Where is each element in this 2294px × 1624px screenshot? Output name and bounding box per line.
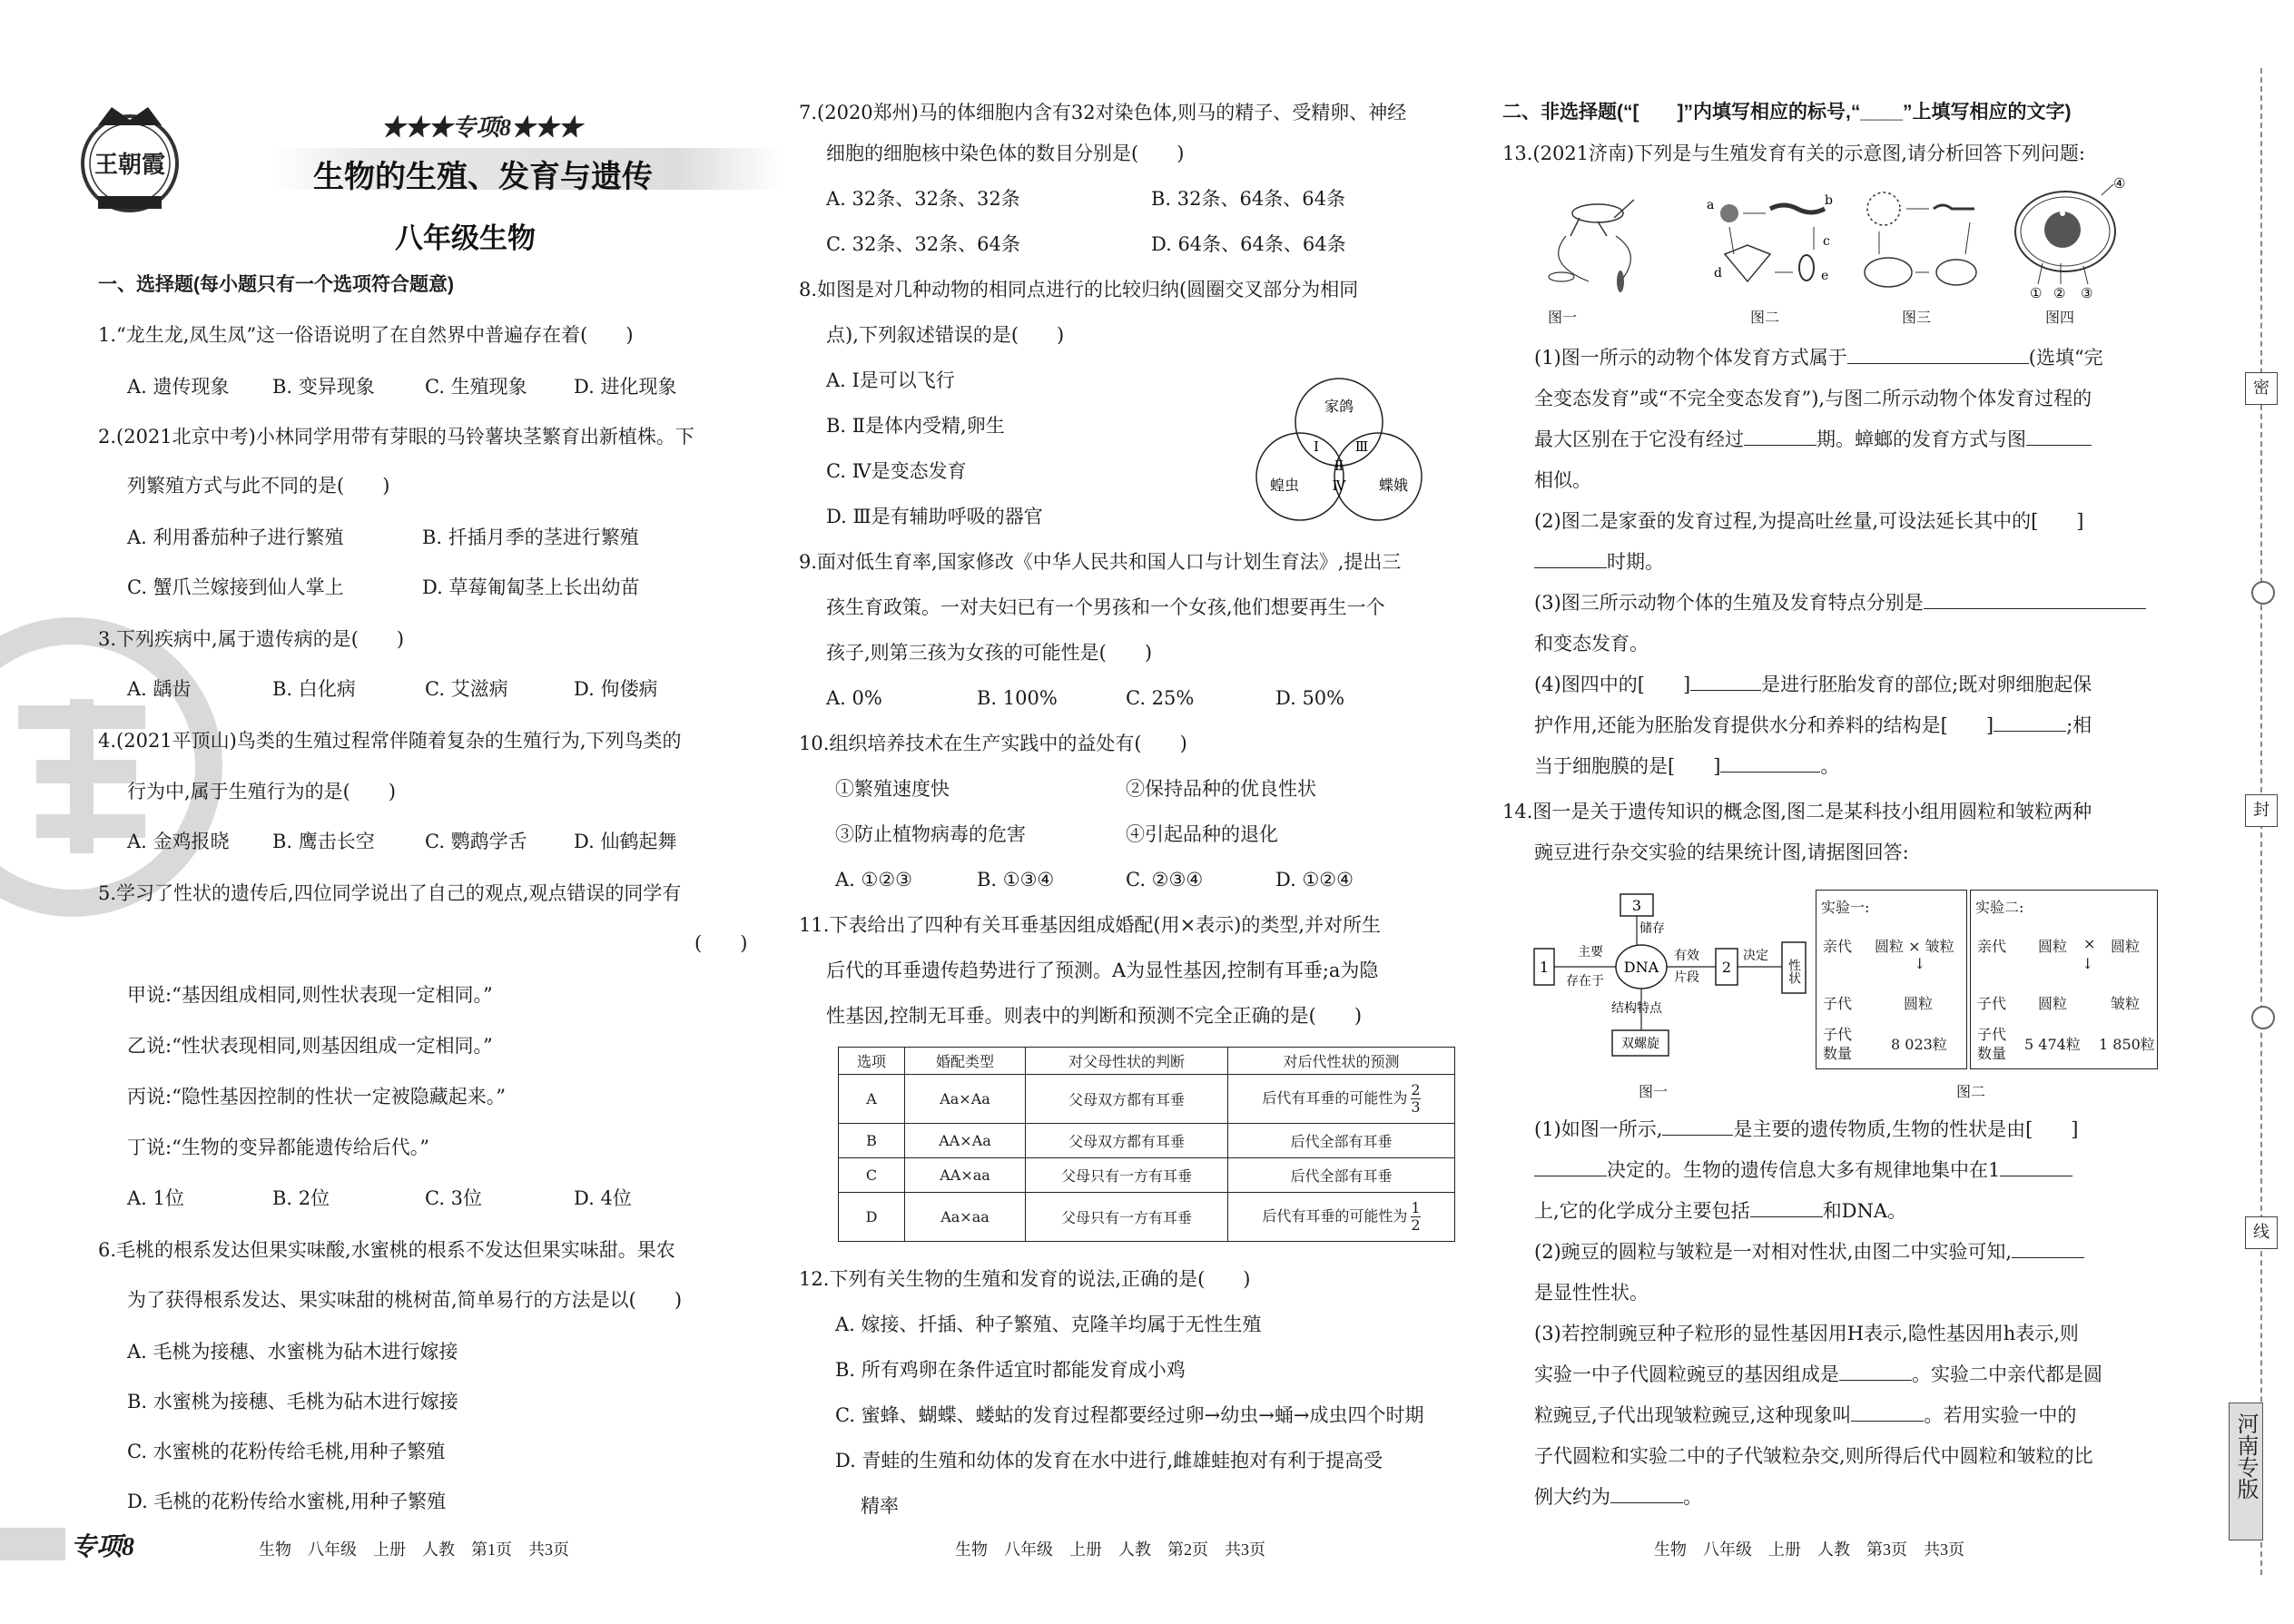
q6-stem-2: 为了获得根系发达、果实味甜的桃树苗,简单易行的方法是以( ) xyxy=(127,1289,683,1311)
q14-p3-line3: 粒豌豆,子代出现皱粒豌豆,这种现象叫 。若用实验一中的 xyxy=(1534,1404,2077,1426)
q9-option-d: D. 50% xyxy=(1275,687,1345,709)
concept-decide: 决定 xyxy=(1743,949,1768,963)
exp1-title: 实验一: xyxy=(1821,899,1870,916)
q10-option-b: B. ①③④ xyxy=(977,869,1055,891)
q14-p1-line2: 决定的。生物的遗传信息大多有规律地集中在1 xyxy=(1534,1157,2072,1183)
q1-option-a: A. 遗传现象 xyxy=(127,376,230,398)
seal-tab-2: 封 xyxy=(2245,794,2278,827)
q13-fig-1-label: 图一 xyxy=(1548,309,1578,326)
q11-header-offspring: 对后代性状的预测 xyxy=(1228,1048,1455,1075)
answer-blank[interactable] xyxy=(1744,445,1816,446)
table-cell: Aa×aa xyxy=(905,1193,1026,1242)
q10-option-a: A. ①②③ xyxy=(835,869,912,891)
venn-region-1: Ⅰ xyxy=(1314,438,1319,455)
region-tab xyxy=(2229,1403,2263,1540)
fig2-letter-c: c xyxy=(1823,234,1830,249)
q13-figure-2-silkworm-cycle xyxy=(1698,182,1834,300)
q14-fig-1-label: 图一 xyxy=(1639,1083,1669,1100)
exp2-x: × xyxy=(2083,935,2096,952)
q8-option-d: D. Ⅲ是有辅助呼吸的器官 xyxy=(826,506,1043,527)
q13-p4-line3: 当于细胞膜的是[ ] 。 xyxy=(1534,755,1840,777)
exp1-count-val: 8 023粒 xyxy=(1891,1036,1947,1053)
venn-region-4: Ⅳ xyxy=(1332,477,1346,494)
exp2-v1: 5 474粒 xyxy=(2024,1036,2081,1053)
q14-p3-line5: 例大约为 。 xyxy=(1534,1486,1702,1508)
fig2-letter-d: d xyxy=(1714,266,1722,281)
q5-option-c: C. 3位 xyxy=(425,1187,483,1209)
q8-option-a: A. Ⅰ是可以飞行 xyxy=(826,369,955,391)
q7-option-d: D. 64条、64条、64条 xyxy=(1151,233,1346,255)
table-cell: 后代全部有耳垂 xyxy=(1228,1124,1455,1158)
answer-blank[interactable] xyxy=(1839,1380,1912,1381)
q14-p3-line4: 子代圆粒和实验二中的子代皱粒杂交,则所得后代中圆粒和皱粒的比 xyxy=(1534,1445,2093,1467)
q7-stem-2: 细胞的细胞核中染色体的数目分别是( ) xyxy=(826,143,1185,164)
prediction-text: 后代有耳垂的可能性为 xyxy=(1262,1207,1408,1225)
footer-page-2: 生物 八年级 上册 人教 第2页 共3页 xyxy=(955,1540,1265,1559)
fraction-numerator: 1 xyxy=(1411,1199,1421,1216)
q12-option-d-cont: 精率 xyxy=(861,1495,899,1517)
table-cell: 后代全部有耳垂 xyxy=(1228,1158,1455,1193)
q9-option-a: A. 0% xyxy=(826,687,882,709)
q3-stem: 3.下列疾病中,属于遗传病的是( ) xyxy=(98,628,405,650)
q6-option-d: D. 毛桃的花粉传给水蜜桃,用种子繁殖 xyxy=(127,1491,447,1512)
q3-option-d: D. 佝偻病 xyxy=(574,678,658,700)
q5-line-3: 丙说:“隐性基因控制的性状一定被隐藏起来。” xyxy=(127,1086,507,1107)
fig4-num-4: ④ xyxy=(2113,177,2126,192)
answer-blank[interactable] xyxy=(1994,731,2066,732)
seal-circle-icon xyxy=(2251,581,2275,605)
answer-blank[interactable] xyxy=(1851,1421,1924,1422)
q13-p4-line2: 护作用,还能为胚胎发育提供水分和养料的结构是[ ] ;相 xyxy=(1534,714,2092,736)
fraction-numerator: 2 xyxy=(1411,1081,1421,1098)
fig4-num-3: ③ xyxy=(2081,285,2093,300)
q13-figure-1-grasshopper-cycle xyxy=(1534,182,1652,300)
exp1-parent: 亲代 xyxy=(1823,938,1853,955)
q10-item-1: ①繁殖速度快 xyxy=(835,778,950,800)
q11-table xyxy=(838,1047,1455,1242)
q14-concept-map xyxy=(1525,885,1816,1076)
fraction-denominator: 2 xyxy=(1411,1216,1421,1234)
table-cell: 父母只有一方有耳垂 xyxy=(1026,1158,1228,1193)
q12-option-a: A. 嫁接、扦插、种子繁殖、克隆羊均属于无性生殖 xyxy=(835,1314,1262,1335)
table-cell: 父母只有一方有耳垂 xyxy=(1026,1193,1228,1242)
table-row xyxy=(839,1158,1455,1193)
fig2-letter-a: a xyxy=(1707,198,1715,212)
fig2-letter-b: b xyxy=(1825,193,1833,208)
q9-stem-2: 孩生育政策。一对夫妇已有一个男孩和一个女孩,他们想要再生一个 xyxy=(826,596,1385,618)
table-row xyxy=(839,1124,1455,1158)
q13-p3-line1: (3)图三所示动物个体的生殖及发育特点分别是 xyxy=(1534,590,2146,615)
q5-line-4: 丁说:“生物的变异都能遗传给后代。” xyxy=(127,1137,430,1158)
exp1-child-val: 圆粒 xyxy=(1904,995,1934,1012)
q8-option-c: C. Ⅳ是变态发育 xyxy=(826,460,967,482)
answer-blank[interactable] xyxy=(2026,445,2092,446)
exp1-child: 子代 xyxy=(1823,995,1853,1012)
q10-option-d: D. ①②④ xyxy=(1275,869,1354,891)
answer-blank[interactable] xyxy=(1847,363,2029,364)
q14-stem-2: 豌豆进行杂交实验的结果统计图,请据图回答: xyxy=(1534,842,1909,863)
q13-p1-line1: (1)图一所示的动物个体发育方式属于 (选填“完 xyxy=(1534,347,2103,369)
q9-option-c: C. 25% xyxy=(1126,687,1195,709)
q2-stem-2: 列繁殖方式与此不同的是( ) xyxy=(127,475,390,497)
exp2-arrow: ↓ xyxy=(2082,955,2094,972)
table-cell: 父母双方都有耳垂 xyxy=(1026,1124,1228,1158)
q10-option-c: C. ②③④ xyxy=(1126,869,1204,891)
seal-circle-icon xyxy=(2251,1006,2275,1029)
table-cell xyxy=(1228,1075,1455,1124)
q10-item-4: ④引起品种的退化 xyxy=(1126,823,1278,845)
logo-badge-icon xyxy=(71,102,189,220)
table-cell: 父母双方都有耳垂 xyxy=(1026,1075,1228,1124)
answer-blank[interactable] xyxy=(1750,1216,1823,1217)
answer-blank[interactable] xyxy=(1662,1135,1733,1136)
q14-p2-line2: 是显性性状。 xyxy=(1534,1282,1649,1304)
footer-page-1: 生物 八年级 上册 人教 第1页 共3页 xyxy=(259,1540,569,1559)
q3-option-b: B. 白化病 xyxy=(272,678,356,700)
q13-p2-line1: (2)图二是家蚕的发育过程,为提高吐丝量,可设法延长其中的[ ] xyxy=(1534,510,2084,532)
q11-header-parent: 对父母性状的判断 xyxy=(1026,1048,1228,1075)
seal-tab-1: 密 xyxy=(2245,372,2278,405)
exp1-parent-val: 圆粒 × 皱粒 xyxy=(1875,938,1954,955)
q1-stem: 1.“龙生龙,凤生凤”这一俗语说明了在自然界中普遍存在着( ) xyxy=(98,324,634,346)
venn-region-2: Ⅱ xyxy=(1334,458,1344,474)
q14-p1-line1: (1)如图一所示, 是主要的遗传物质,生物的性状是由[ ] xyxy=(1534,1118,2079,1140)
answer-blank[interactable] xyxy=(1690,690,1761,691)
exp1-count: 子代 xyxy=(1823,1026,1853,1043)
q5-line-2: 乙说:“性状表现相同,则基因组成一定相同。” xyxy=(127,1035,493,1057)
q5-option-d: D. 4位 xyxy=(574,1187,632,1209)
concept-struct: 结构特点 xyxy=(1611,1001,1662,1016)
exp2-c2: 皱粒 xyxy=(2111,995,2141,1012)
q1-option-b: B. 变异现象 xyxy=(272,376,375,398)
q1-option-c: C. 生殖现象 xyxy=(425,376,527,398)
prediction-text: 后代有耳垂的可能性为 xyxy=(1262,1089,1408,1107)
table-cell: D xyxy=(839,1193,905,1242)
q3-option-a: A. 龋齿 xyxy=(127,678,192,700)
concept-dna: DNA xyxy=(1623,959,1659,976)
q13-figure-4-egg-structure xyxy=(2006,177,2133,300)
q7-option-a: A. 32条、32条、32条 xyxy=(826,188,1020,210)
exp2-child: 子代 xyxy=(1977,995,2007,1012)
table-cell: Aa×Aa xyxy=(905,1075,1026,1124)
q4-option-d: D. 仙鹤起舞 xyxy=(574,831,677,852)
fig4-num-1: ① xyxy=(2030,285,2043,300)
q5-line-1: 甲说:“基因组成相同,则性状表现一定相同。” xyxy=(127,984,493,1006)
concept-effect: 有效 xyxy=(1674,949,1699,963)
q11-header-mating: 婚配类型 xyxy=(905,1048,1026,1075)
fraction-denominator: 3 xyxy=(1411,1098,1421,1116)
venn-left-label: 蝗虫 xyxy=(1269,477,1300,494)
concept-store: 储存 xyxy=(1639,921,1665,936)
concept-helix: 双螺旋 xyxy=(1621,1037,1659,1051)
answer-blank[interactable] xyxy=(1610,1502,1683,1503)
exp2-p2: 圆粒 xyxy=(2111,938,2141,955)
q2-stem-1: 2.(2021北京中考)小林同学用带有芽眼的马铃薯块茎繁育出新植株。下 xyxy=(98,426,694,448)
exp2-count: 子代 xyxy=(1977,1026,2007,1043)
q14-p1-line3: 上,它的化学成分主要包括 和DNA。 xyxy=(1534,1200,1907,1222)
q10-stem: 10.组织培养技术在生产实践中的益处有( ) xyxy=(799,733,1187,754)
q2-option-c: C. 蟹爪兰嫁接到仙人掌上 xyxy=(127,576,344,598)
q11-stem-1: 11.下表给出了四种有关耳垂基因组成婚配(用×表示)的类型,并对所生 xyxy=(799,914,1382,936)
q11-stem-3: 性基因,控制无耳垂。则表中的判断和预测不完全正确的是( ) xyxy=(826,1005,1363,1027)
q5-option-a: A. 1位 xyxy=(127,1187,184,1209)
table-cell: AA×Aa xyxy=(905,1124,1026,1158)
region-label: 河南专版 xyxy=(2233,1412,2259,1500)
q7-stem-1: 7.(2020郑州)马的体细胞内含有32对染色体,则马的精子、受精卵、神经 xyxy=(799,102,1407,123)
answer-blank[interactable] xyxy=(1534,567,1607,568)
q4-option-b: B. 鹰击长空 xyxy=(272,831,375,852)
concept-node-3: 3 xyxy=(1631,897,1642,914)
answer-blank[interactable] xyxy=(2012,1257,2084,1258)
q2-option-b: B. 扦插月季的茎进行繁殖 xyxy=(422,527,639,548)
venn-region-3: Ⅲ xyxy=(1354,438,1369,455)
q9-stem-1: 9.面对低生育率,国家修改《中华人民共和国人口与计划生育法》,提出三 xyxy=(799,551,1402,573)
seal-tab-3: 线 xyxy=(2245,1216,2278,1249)
q10-item-3: ③防止植物病毒的危害 xyxy=(835,823,1026,845)
q13-p4-line1: (4)图四中的[ ] 是进行胚胎发育的部位;既对卵细胞起保 xyxy=(1534,674,2092,695)
exp2-c1: 圆粒 xyxy=(2038,995,2068,1012)
footer-tag: 专项8 xyxy=(71,1533,135,1561)
q2-option-d: D. 草莓匍匐茎上长出幼苗 xyxy=(422,576,640,598)
q6-option-c: C. 水蜜桃的花粉传给毛桃,用种子繁殖 xyxy=(127,1441,446,1462)
q14-p3-line2: 实验一中子代圆粒豌豆的基因组成是 。实验二中亲代都是圆 xyxy=(1534,1363,2102,1385)
answer-blank[interactable] xyxy=(1924,608,2146,609)
table-cell: A xyxy=(839,1075,905,1124)
exp2-parent: 亲代 xyxy=(1977,938,2007,955)
q12-stem: 12.下列有关生物的生殖和发育的说法,正确的是( ) xyxy=(799,1268,1251,1290)
q7-option-c: C. 32条、32条、64条 xyxy=(826,233,1020,255)
q4-option-c: C. 鹦鹉学舌 xyxy=(425,831,527,852)
section-1-title: 一、选择题(每小题只有一个选项符合题意) xyxy=(98,274,454,295)
concept-main: 主要 xyxy=(1578,945,1603,960)
concept-node-1: 1 xyxy=(1539,959,1550,976)
q13-fig-2-label: 图二 xyxy=(1750,309,1780,326)
q9-stem-3: 孩子,则第三孩为女孩的可能性是( ) xyxy=(826,642,1153,664)
concept-segment: 片段 xyxy=(1674,970,1699,985)
table-cell: AA×aa xyxy=(905,1158,1026,1193)
exp1-count-2: 数量 xyxy=(1823,1045,1853,1062)
footer-tag-bar xyxy=(0,1528,65,1560)
q11-stem-2: 后代的耳垂遗传趋势进行了预测。A为显性基因,控制有耳垂;a为隐 xyxy=(826,960,1379,981)
q9-option-b: B. 100% xyxy=(977,687,1058,709)
q6-option-b: B. 水蜜桃为接穗、毛桃为砧木进行嫁接 xyxy=(127,1391,458,1412)
q5-stem-1: 5.学习了性状的遗传后,四位同学说出了自己的观点,观点错误的同学有 xyxy=(98,882,682,904)
q13-p1-line3: 最大区别在于它没有经过 期。蟑螂的发育方式与图 xyxy=(1534,427,2092,452)
exp2-count-2: 数量 xyxy=(1977,1045,2007,1062)
q3-option-c: C. 艾滋病 xyxy=(425,678,508,700)
main-title: 生物的生殖、发育与遗传 xyxy=(313,159,653,195)
q10-item-2: ②保持品种的优良性状 xyxy=(1126,778,1316,800)
q13-p1-line4: 相似。 xyxy=(1534,469,1591,491)
concept-node-2: 2 xyxy=(1721,959,1732,976)
q14-stem-1: 14.图一是关于遗传知识的概念图,图二是某科技小组用圆粒和皱粒两种 xyxy=(1502,801,2092,822)
q14-fig-2-label: 图二 xyxy=(1956,1083,1986,1100)
section-2-title: 二、非选择题(“[ ]”内填写相应的标号,“____”上填写相应的文字) xyxy=(1502,102,2072,123)
q13-stem: 13.(2021济南)下列是与生殖发育有关的示意图,请分析回答下列问题: xyxy=(1502,143,2085,164)
watermark-seal-icon xyxy=(0,617,227,917)
q6-stem-1: 6.毛桃的根系发达但果实味酸,水蜜桃的根系不发达但果实味甜。果农 xyxy=(98,1239,675,1261)
q8-stem-1: 8.如图是对几种动物的相同点进行的比较归纳(圆圈交叉部分为相同 xyxy=(799,279,1359,300)
q13-figure-3-frog-cycle xyxy=(1852,182,1988,300)
exp1-arrow: ↓ xyxy=(1914,955,1926,972)
table-cell: C xyxy=(839,1158,905,1193)
q12-option-d: D. 青蛙的生殖和幼体的发育在水中进行,雌雄蛙抱对有利于提高受 xyxy=(835,1450,1383,1471)
table-cell xyxy=(1228,1193,1455,1242)
q4-option-a: A. 金鸡报晓 xyxy=(127,831,230,852)
q4-stem-2: 行为中,属于生殖行为的是( ) xyxy=(127,781,397,802)
q13-p1-line2: 全变态发育”或“不完全变态发育”),与图二所示动物个体发育过程的 xyxy=(1534,388,2092,409)
fig2-letter-e: e xyxy=(1821,269,1829,283)
logo-text: 王朝霞 xyxy=(94,152,166,179)
q5-option-b: B. 2位 xyxy=(272,1187,330,1209)
table-cell: B xyxy=(839,1124,905,1158)
sub-title: 八年级生物 xyxy=(395,222,536,255)
q12-option-b: B. 所有鸡卵在条件适宜时都能发育成小鸡 xyxy=(835,1359,1186,1381)
footer-page-3: 生物 八年级 上册 人教 第3页 共3页 xyxy=(1654,1540,1964,1559)
exp2-v2: 1 850粒 xyxy=(2099,1036,2155,1053)
q14-p3-line1: (3)若控制豌豆种子粒形的显性基因用H表示,隐性基因用h表示,则 xyxy=(1534,1323,2079,1344)
stars-title: ★★★专项8★★★ xyxy=(381,114,583,141)
q14-p2-line1: (2)豌豆的圆粒与皱粒是一对相对性状,由图二中实验可知, xyxy=(1534,1239,2084,1265)
answer-blank[interactable] xyxy=(1720,772,1820,773)
q12-option-c: C. 蜜蜂、蝴蝶、蝼蛄的发育过程都要经过卵→幼虫→蛹→成虫四个时期 xyxy=(835,1404,1424,1426)
q1-option-d: D. 进化现象 xyxy=(574,376,677,398)
q8-option-b: B. Ⅱ是体内受精,卵生 xyxy=(826,415,1005,437)
exp2-p1: 圆粒 xyxy=(2038,938,2068,955)
q2-option-a: A. 利用番茄种子进行繁殖 xyxy=(127,527,344,548)
q13-p2-line2: 时期。 xyxy=(1534,549,1664,575)
q5-paren: ( ) xyxy=(694,932,748,954)
venn-top-label: 家鸽 xyxy=(1324,398,1354,415)
table-row xyxy=(839,1075,1455,1124)
venn-right-label: 蝶娥 xyxy=(1378,477,1409,494)
table-row xyxy=(839,1193,1455,1242)
q13-p3-line2: 和变态发育。 xyxy=(1534,633,1649,655)
q11-header-option: 选项 xyxy=(839,1048,905,1075)
exp2-title: 实验二: xyxy=(1975,899,2024,916)
q7-option-b: B. 32条、64条、64条 xyxy=(1151,188,1345,210)
concept-trait: 性状 xyxy=(1787,959,1801,984)
q8-stem-2: 点),下列叙述错误的是( ) xyxy=(826,324,1065,346)
q13-fig-3-label: 图三 xyxy=(1902,309,1932,326)
fig4-num-2: ② xyxy=(2053,285,2066,300)
concept-exist: 存在于 xyxy=(1566,974,1604,989)
q4-stem-1: 4.(2021平顶山)鸟类的生殖过程常伴随着复杂的生殖行为,下列鸟类的 xyxy=(98,730,682,752)
q13-fig-4-label: 图四 xyxy=(2045,309,2075,326)
q8-venn-diagram xyxy=(1244,377,1434,522)
q6-option-a: A. 毛桃为接穗、水蜜桃为砧木进行嫁接 xyxy=(127,1341,458,1363)
